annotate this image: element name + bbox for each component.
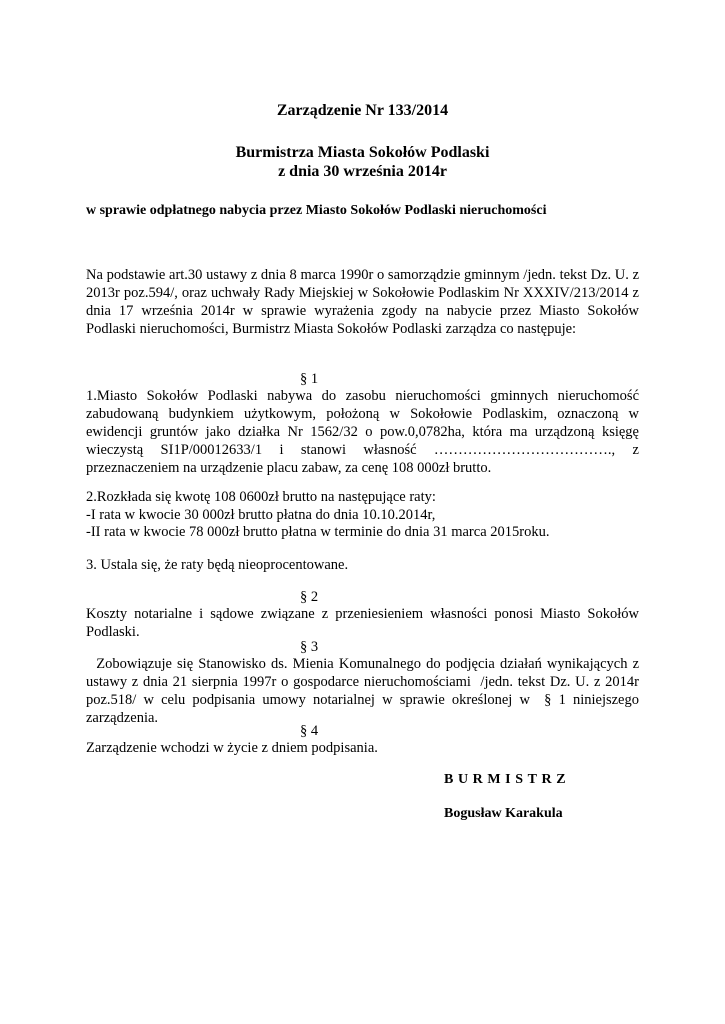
document-subject: w sprawie odpłatnego nabycia przez Miasto Sokołów Podlaski nieruchomości bbox=[86, 203, 547, 218]
preamble-paragraph: Na podstawie art.30 ustawy z dnia 8 marca 1990r o samorządzie gminnym /jedn. tekst Dz. U. z 2013r poz.594/, oraz uchwały Rady Miejskiej w Sokołowie Podlaskim Nr XXXIV/213/2014 z dnia 17 września 2014r w sprawie wyrażenia zgody na nabycie przez Miasto Sokołów Podlaski nieruchomości, Burmistrz Miasta Sokołów Podlaski zarządza co następuje: bbox=[86, 267, 639, 337]
section-1-point-3: 3. Ustala się, że raty będą nieoprocentowane. bbox=[86, 557, 349, 573]
section-3-text: Zobowiązuje się Stanowisko ds. Mienia Komunalnego do podjęcia działań wynikających z ustawy z dnia 21 sierpnia 1997r o gospodarce nieruchomościami /jedn. tekst Dz. U. z 2014r poz.518/ w celu podpisania umowy notarialnej w sprawie określonej w § 1 niniejszego zarządzenia. bbox=[86, 656, 643, 726]
signature-name: Bogusław Karakula bbox=[444, 806, 563, 821]
section-1-installment-2: -II rata w kwocie 78 000zł brutto płatna w terminie do dnia 31 marca 2015roku. bbox=[86, 524, 550, 540]
section-2-text: Koszty notarialne i sądowe związane z przeniesieniem własności ponosi Miasto Sokołów Podlaski. bbox=[86, 606, 639, 640]
section-1-installment-1: -I rata w kwocie 30 000zł brutto płatna do dnia 10.10.2014r, bbox=[86, 507, 436, 523]
section-1-point-2-intro: 2.Rozkłada się kwotę 108 0600zł brutto na następujące raty: bbox=[86, 489, 436, 505]
section-2-heading: § 2 bbox=[300, 589, 319, 605]
section-4-text: Zarządzenie wchodzi w życie z dniem podpisania. bbox=[86, 740, 378, 756]
document-title: Zarządzenie Nr 133/2014 bbox=[276, 102, 449, 119]
document-date: z dnia 30 września 2014r bbox=[278, 163, 447, 180]
signature-role: BURMISTRZ bbox=[444, 772, 571, 787]
section-3-heading: § 3 bbox=[300, 639, 319, 655]
document-issuer: Burmistrza Miasta Sokołów Podlaski bbox=[235, 144, 490, 161]
section-4-heading: § 4 bbox=[300, 723, 319, 739]
section-1-point-1: 1.Miasto Sokołów Podlaski nabywa do zasobu nieruchomości gminnych nieruchomość zabudowaną budynkiem użytkowym, położoną w Sokołowie Podlaskim, oznaczoną w ewidencji gruntów jako działka Nr 1562/32 o pow.0,0782ha, która ma urządzoną księgę wieczystą SI1P/00012633/1 i stanowi własność ………………………………., z przeznaczeniem na urządzenie placu zabaw, za cenę 108 000zł brutto. bbox=[86, 388, 639, 476]
section-1-heading: § 1 bbox=[300, 371, 319, 387]
